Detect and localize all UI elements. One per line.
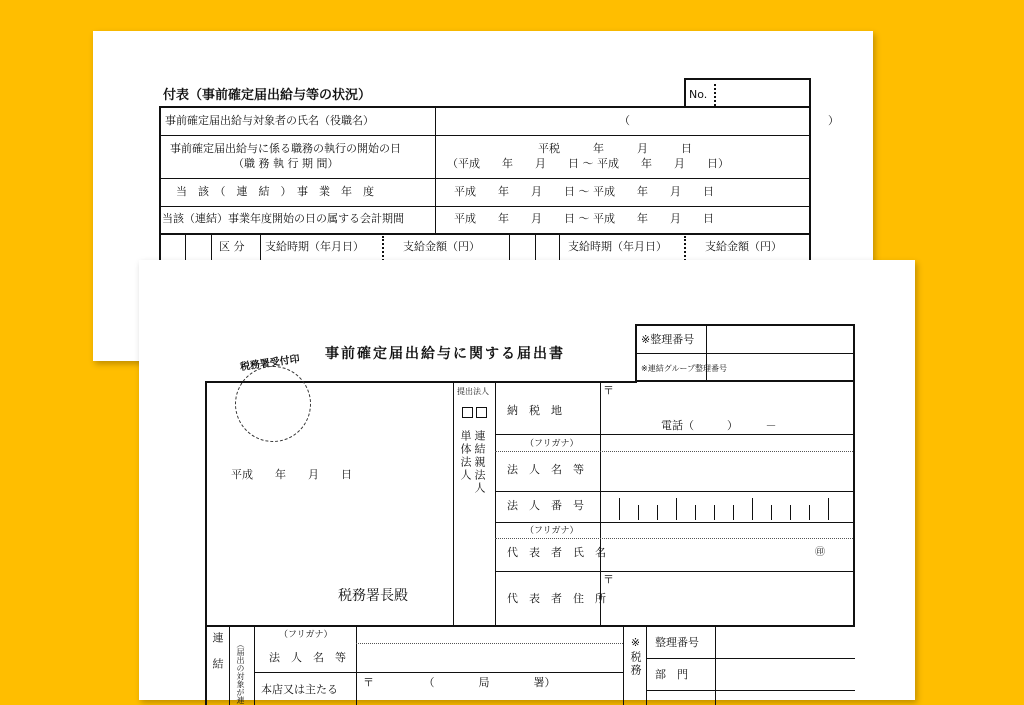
seal-mark: ㊞ [815, 547, 825, 558]
consolidated-parent-label: 連結親法人 [473, 430, 486, 495]
row-start-date-period: （平成 年 月 日 ～ 平成 年 月 日） [447, 157, 729, 170]
row-start-date-label: 事前確定届出給与に係る職務の執行の開始の日 [170, 142, 401, 155]
col-period-1: 支給時期（年月日） [265, 240, 364, 253]
nozeichi-label: 納 税 地 [507, 404, 562, 417]
bottom-honten-label: 本店又は主たる [261, 683, 338, 696]
submitting-corp-label: 提出法人 [457, 387, 489, 396]
appendix-title: 付表（事前確定届出給与等の状況） [163, 88, 372, 103]
furigana-label-1: （フリガナ） [525, 439, 579, 449]
seiri-label: ※整理番号 [641, 333, 695, 346]
single-corp-label: 単体法人 [459, 430, 472, 482]
renketsu-note: （届出の対象が連 [236, 640, 245, 704]
rep-address-label: 代 表 者 住 所 [507, 592, 606, 605]
consolidated-parent-checkbox[interactable] [476, 407, 487, 418]
group-seiri-label: ※連結グループ整理番号 [641, 364, 728, 373]
col-amount-2: 支給金額（円） [705, 240, 782, 253]
no-label: No. [689, 88, 708, 101]
bottom-furigana-label: （フリガナ） [279, 630, 333, 640]
row-accounting-period-value: 平成 年 月 日 ～ 平成 年 月 日 [454, 212, 714, 225]
renketsu-label: 連 結 [211, 632, 224, 671]
row-start-date-sub: （職 務 執 行 期 間） [233, 157, 339, 170]
row-accounting-period-label: 当該（連結）事業年度開始の日の属する会計期間 [162, 212, 404, 225]
receipt-stamp-circle [235, 366, 311, 442]
corp-number-label: 法 人 番 号 [507, 499, 584, 512]
row-fiscal-year-label: 当 該 （ 連 結 ） 事 業 年 度 [176, 185, 374, 198]
notification-sheet [139, 260, 915, 704]
col-amount-1: 支給金額（円） [403, 240, 480, 253]
filing-date: 平成 年 月 日 [231, 468, 352, 481]
row-fiscal-year-value: 平成 年 月 日 ～ 平成 年 月 日 [454, 185, 714, 198]
rep-postal-mark: 〒 [603, 573, 614, 586]
bottom-seiri-label: 整理番号 [655, 636, 699, 649]
row-target-name-label: 事前確定届出給与対象者の氏名（役職名） [165, 114, 374, 127]
col-kubun: 区 分 [219, 240, 245, 253]
nozeichi-postal-mark: 〒 [603, 384, 614, 397]
stamp-label: 税務署受付印 [239, 353, 301, 374]
rep-name-label: 代 表 者 氏 名 [507, 546, 606, 559]
zeimu-column-label: ※税務 [629, 636, 642, 677]
tax-office: 税務署長殿 [338, 588, 408, 604]
notification-title: 事前確定届出給与に関する届出書 [325, 346, 565, 362]
row-start-date-value: 平税 年 月 日 [538, 142, 692, 155]
bottom-postal-line: 〒 （ 局 署） [363, 676, 556, 689]
col-period-2: 支給時期（年月日） [568, 240, 667, 253]
phone-field[interactable]: 電話（ ） － [661, 419, 777, 432]
single-corp-checkbox[interactable] [462, 407, 473, 418]
row-target-name-value: （ ） [619, 114, 839, 127]
bottom-bumon-label: 部 門 [655, 668, 688, 681]
corp-name-label: 法 人 名 等 [507, 463, 584, 476]
no-divider [714, 84, 716, 106]
bottom-corp-name-label: 法 人 名 等 [269, 651, 346, 664]
furigana-label-2: （フリガナ） [525, 526, 579, 536]
